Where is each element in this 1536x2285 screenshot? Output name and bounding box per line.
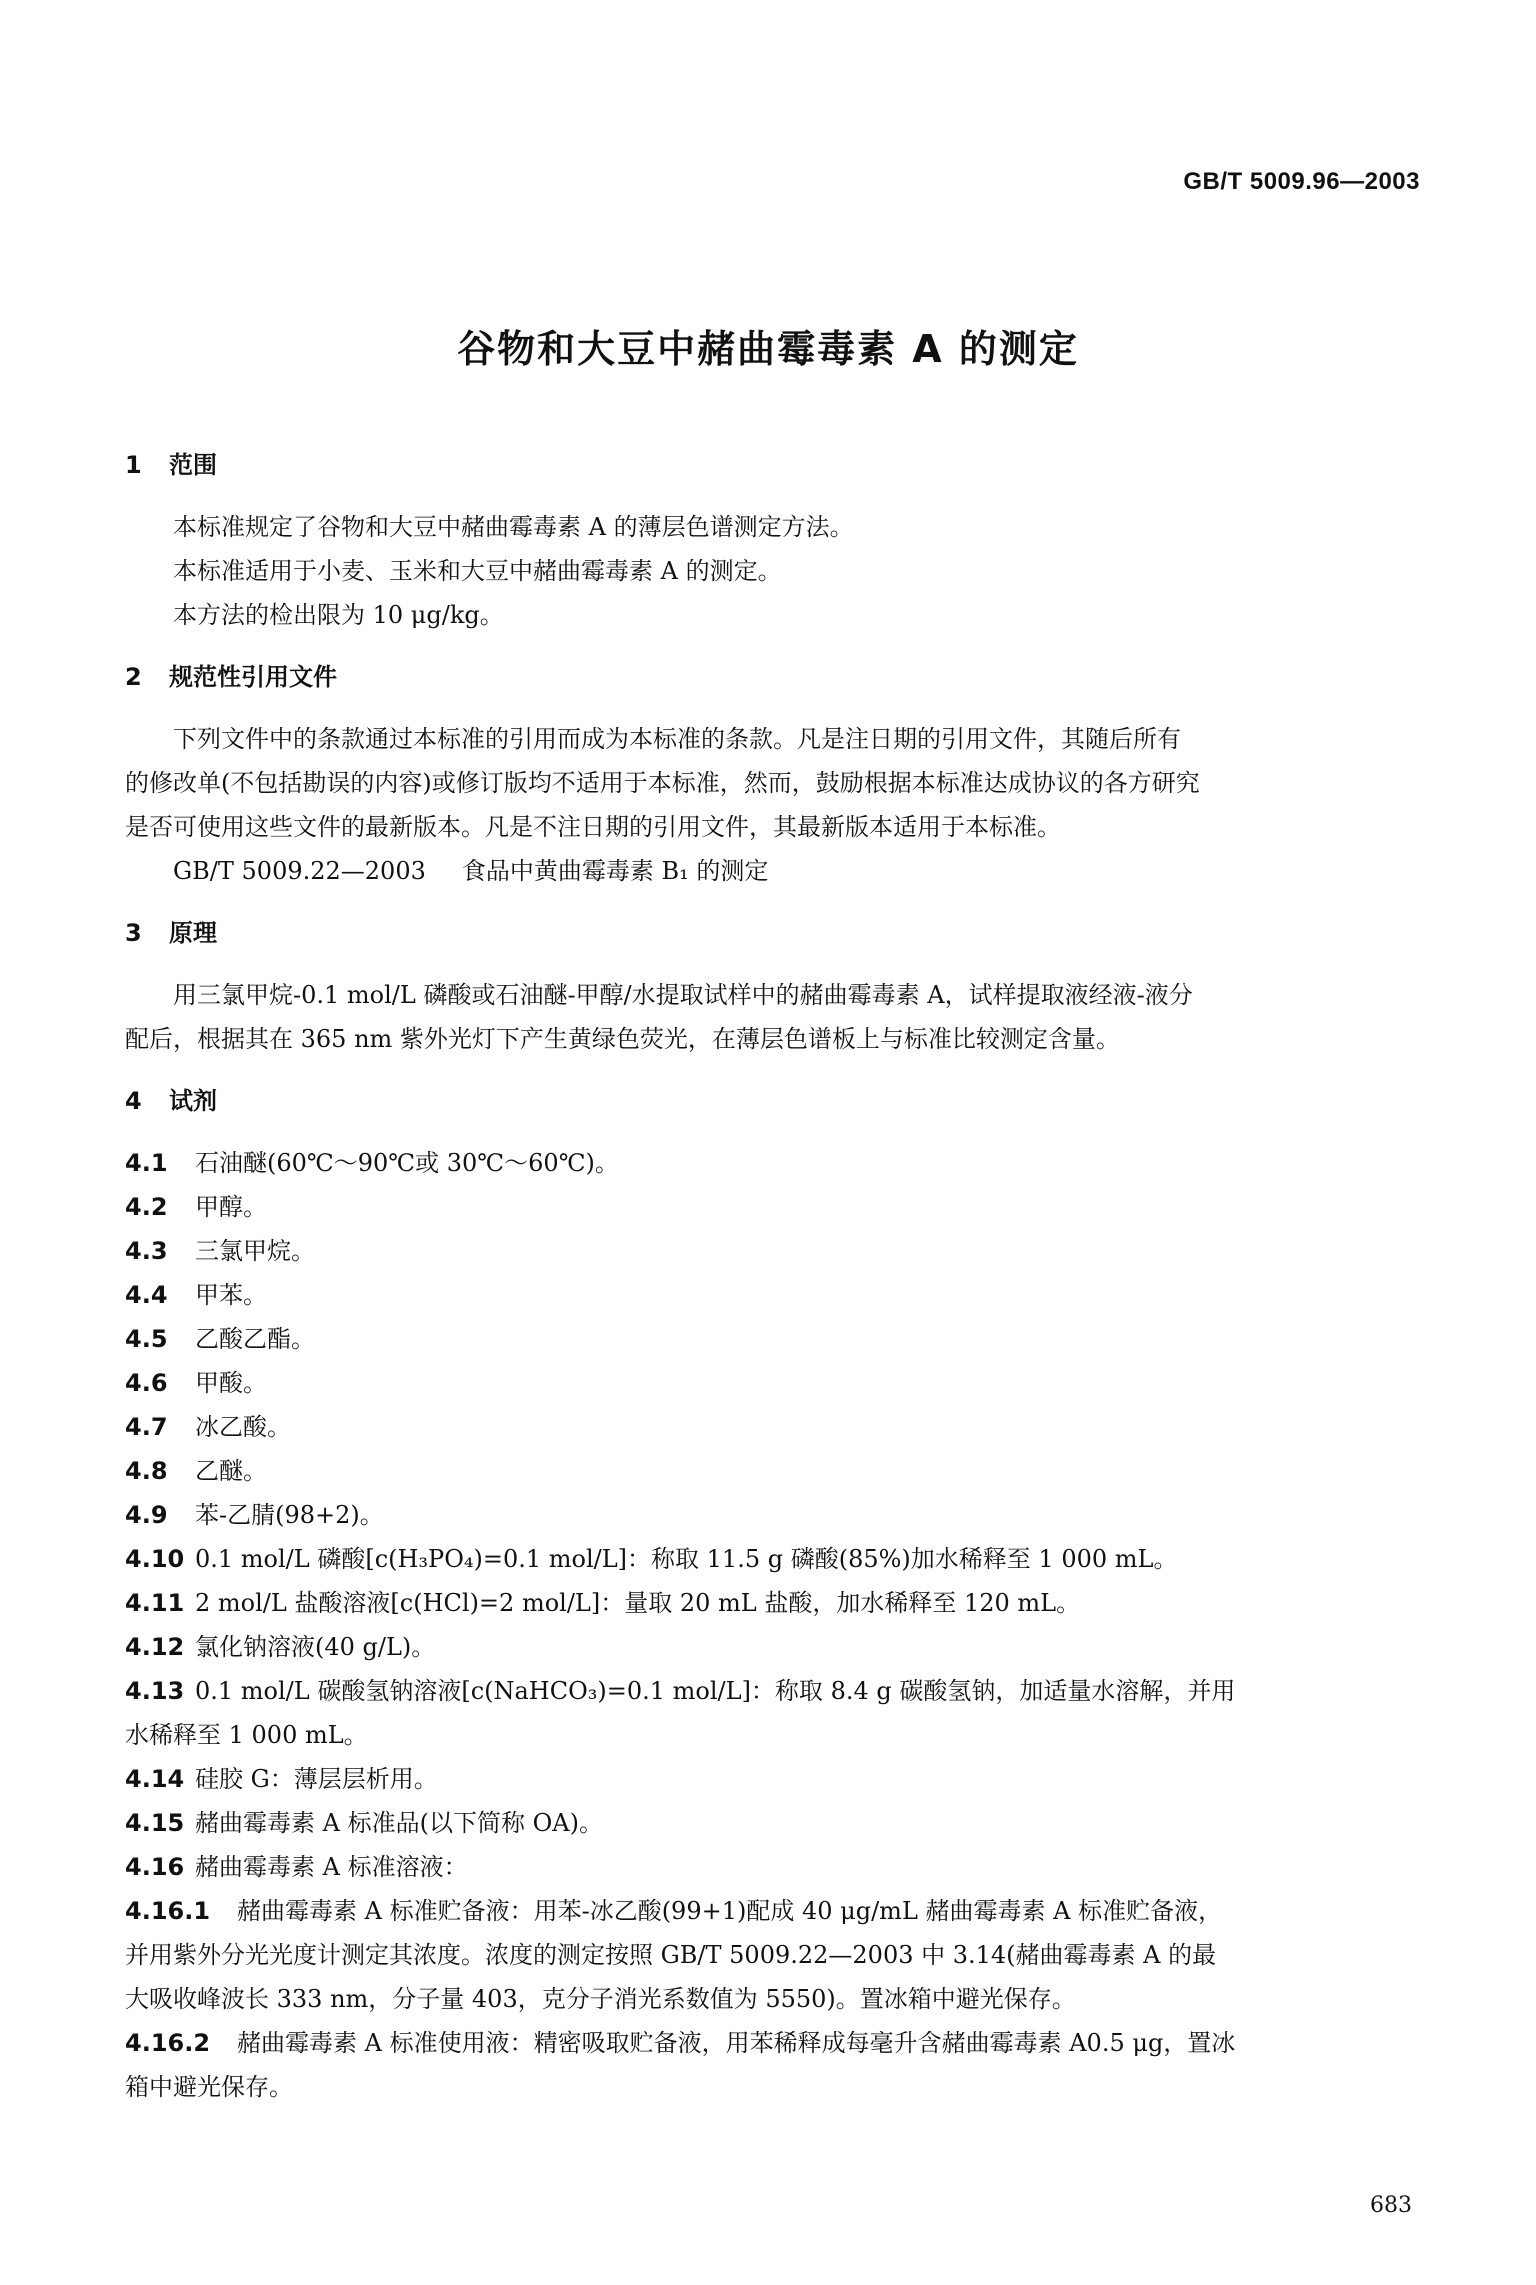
- item-number: 4.4: [125, 1281, 168, 1309]
- reagent-sub-item-continuation: 并用紫外分光光度计测定其浓度。浓度的测定按照 GB/T 5009.22—2003 中 3.14(赭曲霉毒素 A 的最: [125, 1941, 1217, 1969]
- scope-paragraph: 本标准适用于小麦、玉米和大豆中赭曲霉毒素 A 的测定。: [173, 557, 782, 585]
- section-number: 2: [125, 663, 142, 691]
- item-text: 乙酸乙酯。: [195, 1325, 315, 1353]
- item-text: 赭曲霉毒素 A 标准使用液：精密吸取贮备液，用苯稀释成每毫升含赭曲霉毒素 A0.5 μg，置冰: [237, 2029, 1236, 2057]
- section-1-heading: [125, 445, 1425, 485]
- item-text: 苯-乙腈(98+2)。: [195, 1501, 384, 1529]
- item-text: 冰乙酸。: [195, 1413, 291, 1441]
- reagent-item: [125, 1405, 1425, 1449]
- item-number: 4.11: [125, 1589, 185, 1617]
- reagent-sub-item: [125, 2021, 1425, 2065]
- item-number: 4.12: [125, 1633, 185, 1661]
- reagent-item: [125, 1801, 1425, 1845]
- item-number: 4.3: [125, 1237, 168, 1265]
- reagent-item: [125, 1581, 1425, 1625]
- item-number: 4.10: [125, 1545, 185, 1573]
- scope-paragraph: 本方法的检出限为 10 μg/kg。: [173, 601, 504, 629]
- item-text: 甲酸。: [195, 1369, 267, 1397]
- reagent-item: [125, 1361, 1425, 1405]
- section-number: 1: [125, 451, 142, 479]
- scope-paragraph: 本标准规定了谷物和大豆中赭曲霉毒素 A 的薄层色谱测定方法。: [173, 513, 854, 541]
- item-number: 4.14: [125, 1765, 185, 1793]
- item-number: 4.6: [125, 1369, 168, 1397]
- item-text: 赭曲霉毒素 A 标准溶液：: [195, 1853, 468, 1881]
- reagent-item: [125, 1185, 1425, 1229]
- document-title: 谷物和大豆中赭曲霉毒素 A 的测定: [457, 327, 1079, 371]
- item-text: 甲苯。: [195, 1281, 267, 1309]
- reference-title: 食品中黄曲霉毒素 B₁ 的测定: [461, 857, 769, 885]
- reagent-item: [125, 1449, 1425, 1493]
- item-number: 4.16.1: [125, 1897, 211, 1925]
- reagent-sub-item-continuation: 箱中避光保存。: [125, 2073, 293, 2101]
- page-number: 683: [1370, 2193, 1412, 2218]
- item-text: 甲醇。: [195, 1193, 267, 1221]
- reagent-sub-item-continuation: 大吸收峰波长 333 nm，分子量 403，克分子消光系数值为 5550)。置冰箱中避光保存。: [125, 1985, 1076, 2013]
- item-text: 三氯甲烷。: [195, 1237, 315, 1265]
- item-number: 4.7: [125, 1413, 168, 1441]
- item-text: 赭曲霉毒素 A 标准贮备液：用苯-冰乙酸(99+1)配成 40 μg/mL 赭曲霉毒素 A 标准贮备液，: [237, 1897, 1223, 1925]
- reagent-sub-item: [125, 1889, 1425, 1933]
- section-title: 试剂: [169, 1087, 217, 1115]
- item-number: 4.1: [125, 1149, 168, 1177]
- reagent-item: [125, 1229, 1425, 1273]
- section-title: 规范性引用文件: [169, 663, 337, 691]
- document-body: [125, 445, 1425, 2109]
- item-number: 4.9: [125, 1501, 168, 1529]
- reagent-item: [125, 1669, 1425, 1713]
- item-number: 4.5: [125, 1325, 168, 1353]
- item-text: 硅胶 G：薄层层析用。: [195, 1765, 438, 1793]
- section-3-heading: [125, 913, 1425, 953]
- reagent-item: [125, 1273, 1425, 1317]
- section-2-heading: [125, 657, 1425, 697]
- item-text: 0.1 mol/L 碳酸氢钠溶液[c(NaHCO₃)=0.1 mol/L]：称取 8.4 g 碳酸氢钠，加适量水溶解，并用: [195, 1677, 1236, 1705]
- item-text: 2 mol/L 盐酸溶液[c(HCl)=2 mol/L]：量取 20 mL 盐酸，加水稀释至 120 mL。: [195, 1589, 1081, 1617]
- standard-code: GB/T 5009.96—2003: [1183, 168, 1420, 195]
- reagent-item: [125, 1317, 1425, 1361]
- reagent-item: [125, 1757, 1425, 1801]
- reagent-item: [125, 1625, 1425, 1669]
- normative-reference: [125, 849, 1425, 893]
- item-number: 4.16: [125, 1853, 185, 1881]
- item-text: 乙醚。: [195, 1457, 267, 1485]
- reagent-item: [125, 1141, 1425, 1185]
- section-number: 4: [125, 1087, 142, 1115]
- item-text: 0.1 mol/L 磷酸[c(H₃PO₄)=0.1 mol/L]：称取 11.5 g 磷酸(85%)加水稀释至 1 000 mL。: [195, 1545, 1178, 1573]
- reagent-item: [125, 1845, 1425, 1889]
- section-title: 范围: [169, 451, 217, 479]
- item-number: 4.13: [125, 1677, 185, 1705]
- reagent-item: [125, 1493, 1425, 1537]
- section-4-heading: [125, 1081, 1425, 1121]
- references-line: 下列文件中的条款通过本标准的引用而成为本标准的条款。凡是注日期的引用文件，其随后所有: [173, 725, 1181, 753]
- section-number: 3: [125, 919, 142, 947]
- item-number: 4.2: [125, 1193, 168, 1221]
- item-text: 石油醚(60℃～90℃或 30℃～60℃)。: [195, 1149, 619, 1177]
- item-number: 4.8: [125, 1457, 168, 1485]
- reagent-item-continuation: 水稀释至 1 000 mL。: [125, 1721, 368, 1749]
- item-number: 4.15: [125, 1809, 185, 1837]
- reagent-item: [125, 1537, 1425, 1581]
- item-number: 4.16.2: [125, 2029, 211, 2057]
- principle-line: 配后，根据其在 365 nm 紫外光灯下产生黄绿色荧光，在薄层色谱板上与标准比较测定含量。: [125, 1025, 1120, 1053]
- reference-code: GB/T 5009.22—2003: [173, 857, 426, 885]
- principle-line: 用三氯甲烷-0.1 mol/L 磷酸或石油醚-甲醇/水提取试样中的赭曲霉毒素 A，试样提取液经液-液分: [173, 981, 1193, 1009]
- item-text: 赭曲霉毒素 A 标准品(以下简称 OA)。: [195, 1809, 603, 1837]
- section-title: 原理: [169, 919, 217, 947]
- item-text: 氯化钠溶液(40 g/L)。: [195, 1633, 436, 1661]
- references-line: 的修改单(不包括勘误的内容)或修订版均不适用于本标准，然而，鼓励根据本标准达成协议的各方研究: [125, 769, 1200, 797]
- references-line: 是否可使用这些文件的最新版本。凡是不注日期的引用文件，其最新版本适用于本标准。: [125, 813, 1061, 841]
